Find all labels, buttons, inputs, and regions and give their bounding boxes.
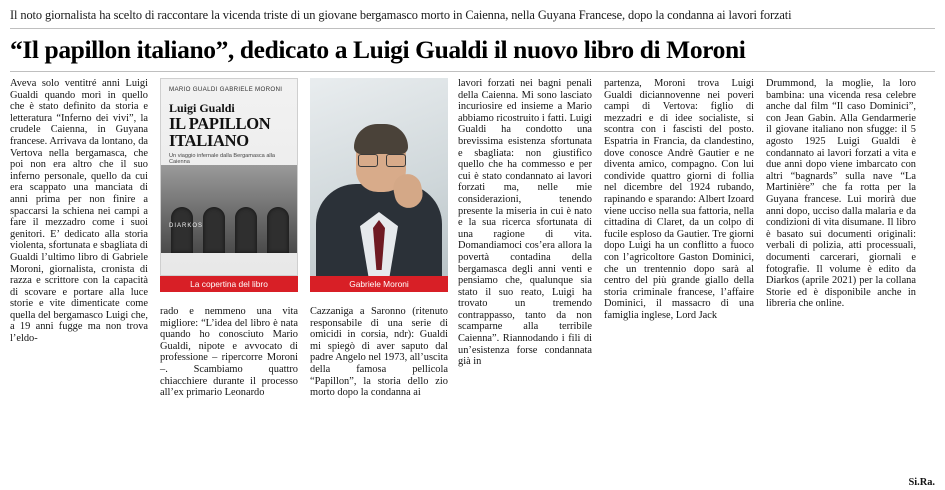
- arch-shape: [235, 207, 257, 253]
- article-column-6: Drummond, la moglie, la loro bambina: una vicenda resa celebre anche dal film “Il caso Dominici”, con Jean Gabin. Alla Gendarmerie il giovane italiano non sfugge: il 5 agosto 1925 Luigi Gualdi è condannato ai lavori forzati a vita e due anni dopo viene imbarcato con altri “bagnards” sulla nave “La Martinière” che fa rotta per la Guyana francese. Lui morirà due anni dopo, ucciso dalla malaria e da condizioni di vita disumane. Il libro è basato sui documenti originali: verbali di polizia, atti processuali, documenti carcerari, giornali e fotografie. Il volume è edito da Diarkos (aprile 2021) per la collana Storie ed è disponibile anche in libreria che online.: [766, 78, 916, 310]
- portrait-figure: [310, 78, 448, 292]
- media-block: [160, 78, 448, 300]
- book-cover-publisher: DIARKOS: [169, 223, 204, 229]
- book-cover-authors: MARIO GUALDI GABRIELE MORONI: [169, 86, 283, 93]
- article-column-1: Aveva solo ventitré anni Luigi Gualdi quando morì in quello che è stato definito da storia e letteratura “Inferno dei vivi”, la crudele Caienna, in Guyana francese. Arrivava da lontano, da Vertova nella bergamasca, che poi non era altro che il suo inferno personale, quello da cui era scappato una manciata di anni prima per non finire a spaccarsi la schiena nei campi a fare il mezzadro come i suoi genitori. E’ dedicato alla storia violenta, sfortunata e sbagliata di Gualdi l’ultimo libro di Gabriele Moroni, giornalista, cronista di razza e scrittore con la capacità di scovare e portare alla luce storie e vite dimenticate come quella del bergamasco Luigi che, a 19 anni fugge ma non trova l’eldo-: [10, 78, 148, 345]
- article-signature: Si.Ra.: [908, 477, 935, 488]
- article-kicker: Il noto giornalista ha scelto di raccontare la vicenda triste di un giovane bergamasco morto in Caienna, nella Guyana Francese, dopo la condanna ai lavori forzati: [10, 8, 792, 22]
- arch-shape: [267, 207, 289, 253]
- book-cover-image: [160, 78, 298, 276]
- portrait-image: [310, 78, 448, 276]
- article-column-2: rado e nemmeno una vita migliore: “L’idea del libro è nata quando ho conosciuto Mario Gualdi, nipote e avvocato di professione – ripercorre Moroni –. Scambiamo quattro chiacchiere durante il processo all’ex primario Leonardo: [160, 306, 298, 399]
- page-title: “Il papillon italiano”, dedicato a Luigi Gualdi il nuovo libro di Moroni: [10, 35, 746, 64]
- glasses-icon: [358, 154, 378, 167]
- book-cover-caption: La copertina del libro: [160, 276, 298, 292]
- divider-under-headline: [10, 71, 935, 72]
- book-cover-subtitle: Un viaggio infernale dalla Bergamasca alla Caienna: [169, 153, 276, 165]
- book-cover-title-line1: Luigi Gualdi: [169, 101, 235, 115]
- arch-shape: [171, 207, 193, 253]
- portrait-caption: Gabriele Moroni: [310, 276, 448, 292]
- book-cover-artwork: [161, 165, 297, 253]
- book-cover-figure: [160, 78, 298, 292]
- article-column-3: Cazzaniga a Saronno (ritenuto responsabile di una serie di omicidi in corsia, ndr): Gualdi mi spiegò di aver saputo dal padre Angelo nel 1973, all’uscita della famosa pellicola “Papillon”, la storia dello zio morto dopo la condanna ai: [310, 306, 448, 399]
- article-column-5: partenza, Moroni trova Luigi Gualdi diciannovenne nei poveri campi di Vertova: figlio di mezzadri e di idee socialiste, si scontra con i fascisti del posto. Espatria in Francia, da clandestino, dove conosce Andrè Gautier e ne diventa amico, compagno. Con lui condivide quattro giorni di follia nel dicembre del 1924 rubando, rapinando e sparando: Albert Izoard viene ucciso nella sua fattoria, nella cittadina di Claret, da un colpo di fucile esploso da Gautier. Tre giorni dopo Luigi ha un conflitto a fuoco con l’agricoltore Gaston Dominici, che un trentennio dopo sarà al centro del più grande giallo della storia criminale francese, l’affaire Dominici, il massacro di una famiglia inglese, Lord Jack: [604, 78, 754, 321]
- glasses-icon: [386, 154, 406, 167]
- article-column-4: lavori forzati nei bagni penali della Caienna. Mi sono lasciato incuriosire ed insieme a Mario abbiamo ricostruito i fatti. Luigi Gualdi ha condotto una brevissima esistenza sfortunata e sbagliata: non giustifico quello che ha commesso e per cui è stato condannato ai lavori forzati ma, nelle mie considerazioni, tenendo presente la miseria in cui è nato e la sua ricerca sfortunata di una ragione di vita. Domandiamoci cos’era allora la povertà contadina della bergamasca degli anni venti e pensiamo che, qualunque sia stato il suo reato, Luigi ha trovato un tremendo contrappasso, tanto da non scamparne alla terribile Caienna”. Riannodando i fili di un’esistenza forse condannata già in: [458, 78, 592, 368]
- book-cover-title-line2: IL PAPILLON ITALIANO: [169, 114, 271, 150]
- article-body: [8, 78, 937, 490]
- arch-shape: [203, 207, 225, 253]
